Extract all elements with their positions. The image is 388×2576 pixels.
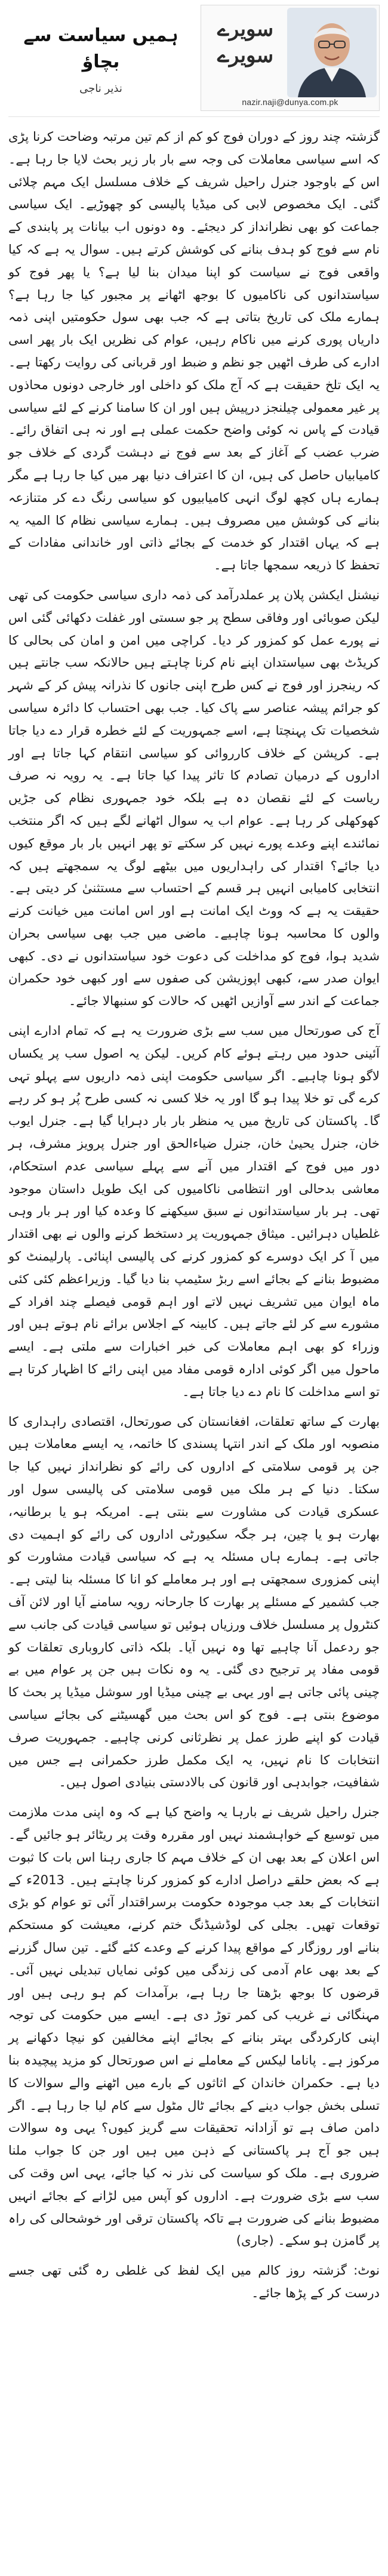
article-footnote: نوٹ: گزشتہ روز کالم میں ایک لفظ کی غلطی رہ گئی تھی جسے درست کر کے پڑھا جائے۔ [8, 2263, 380, 2300]
author-photo-icon [287, 8, 377, 97]
article-paragraph: گزشتہ چند روز کے دوران فوج کو کم از کم تین مرتبہ وضاحت کرنا پڑی کہ اسے سیاسی معاملات کی وجہ سے بار بار زیر بحث لایا جا رہا ہے۔ اس کے باوجود جنرل راحیل شریف کے خلاف مسلسل ایک مہم چلائی گئی۔ ایک مخصوص لابی کی میڈیا پالیسی کو چھوڑیے۔ ایک سیاسی جماعت کو بھی نظرانداز کر دیجئے۔ وہ دونوں اب بیانات پر پابندی کے نام سے فوج کو ہدف بنانے کی کوشش کرتے ہیں۔ سوال یہ ہے کہ کیا واقعی فوج نے سیاست کو اپنا میدان بنا لیا ہے؟ یا پھر فوج کو سیاستدانوں کی ناکامیوں کا بوجھ اٹھانے پر مجبور کیا جا رہا ہے؟ ہمارے ملک کی تاریخ بتاتی ہے کہ جب بھی سول حکومتیں اپنی ذمہ داریاں پوری کرنے میں ناکام رہیں، عوام کی نظریں ایک بار پھر اسی ادارے کی طرف اٹھیں جو نظم و ضبط اور قربانی کی روایت رکھتا ہے۔ یہ ایک تلخ حقیقت ہے کہ آج ملک کو داخلی اور خارجی دونوں محاذوں پر غیر معمولی چیلنجز درپیش ہیں اور ان کا سامنا کرنے کے لئے سیاسی قیادت کے پاس نہ کوئی واضح حکمت عملی ہے اور نہ ہی اتفاق رائے۔ ضرب عضب کے آغاز کے بعد سے فوج نے دہشت گردی کے خلاف جو کامیابیاں حاصل کی ہیں، ان کا اعتراف دنیا بھر میں کیا جا رہا ہے مگر ہمارے ہاں کچھ لوگ انہی کامیابیوں کو سیاسی رنگ دے کر متنازعہ بنانے کی کوشش میں مصروف ہیں۔ ہمارے سیاسی نظام کا المیہ یہ ہے کہ یہاں اقتدار کو خدمت کے بجائے ذاتی اور خاندانی مفادات کے تحفظ کا ذریعہ سمجھا جاتا ہے۔ [8, 129, 380, 573]
article-headline: ہمیں سیاست سے بچاؤ [23, 25, 178, 72]
article-paragraph: نیشنل ایکشن پلان پر عملدرآمد کی ذمہ داری سیاسی حکومت کی تھی لیکن صوبائی اور وفاقی سطح پر جو سستی اور غفلت دکھائی گئی اس نے پورے عمل کو کمزور کر دیا۔ کراچی میں امن و امان کی بحالی کا کریڈٹ بھی سیاستدان اپنے نام کرنا چاہتے ہیں حالانکہ سب جانتے ہیں کہ رینجرز اور فوج نے کس طرح اپنی جانوں کا نذرانہ پیش کر کے شہر کو جرائم پیشہ عناصر سے پاک کیا۔ جب بھی احتساب کا دائرہ سیاسی شخصیات تک پہنچتا ہے، اسے جمہوریت کے لئے خطرہ قرار دے دیا جاتا ہے۔ کرپشن کے خلاف کارروائی کو سیاسی انتقام کہا جاتا ہے اور اداروں کے درمیان تصادم کا تاثر پیدا کیا جاتا ہے۔ یہ رویہ نہ صرف ریاست کے لئے نقصان دہ ہے بلکہ خود جمہوری نظام کی جڑیں کھوکھلی کر رہا ہے۔ عوام اب یہ سوال اٹھانے لگے ہیں کہ اگر منتخب نمائندے اپنے وعدے پورے نہیں کر سکتے تو پھر انہیں بار بار موقع کیوں دیا جائے؟ اقتدار کی راہداریوں میں بیٹھے لوگ یہ سمجھتے ہیں کہ انتخابی کامیابی انہیں ہر قسم کے احتساب سے مستثنیٰ کر دیتی ہے۔ حقیقت یہ ہے کہ ووٹ ایک امانت ہے اور اس امانت میں خیانت کرنے والوں کا محاسبہ ہونا چاہیے۔ ماضی میں جب بھی سیاسی بحران شدید ہوا، فوج کو مداخلت کی دعوت خود سیاستدانوں نے دی۔ کبھی ایوان صدر سے، کبھی اپوزیشن کی صفوں سے اور کبھی خود حکمران جماعت کے اندر سے آوازیں اٹھیں کہ حالات کو سنبھالا جائے۔ [8, 587, 380, 1009]
author-email[interactable]: nazir.naji@dunya.com.pk [242, 97, 338, 107]
author-byline: نذیر ناجی [79, 82, 122, 95]
column-header [8, 5, 380, 117]
article-paragraph: بھارت کے ساتھ تعلقات، افغانستان کی صورتحال، اقتصادی راہداری کا منصوبہ اور ملک کے اندر انتہا پسندی کا خاتمہ، یہ ایسے معاملات ہیں جن پر قومی سلامتی کے اداروں کی رائے کو نظرانداز نہیں کیا جا سکتا۔ دنیا کے ہر ملک میں قومی سلامتی کی پالیسی سول اور عسکری قیادت کی مشاورت سے بنتی ہے۔ امریکہ ہو یا برطانیہ، بھارت ہو یا چین، ہر جگہ سکیورٹی اداروں کی رائے کو اہمیت دی جاتی ہے۔ ہمارے ہاں مسئلہ یہ ہے کہ سیاسی قیادت مشاورت کو اپنی کمزوری سمجھتی ہے اور ہر معاملے کو انا کا مسئلہ بنا لیتی ہے۔ جب کشمیر کے مسئلے پر بھارت کا جارحانہ رویہ سامنے آیا اور لائن آف کنٹرول پر مسلسل خلاف ورزیاں ہوئیں تو سیاسی قیادت کی جانب سے جو ردعمل آنا چاہیے تھا وہ نہیں آیا۔ بلکہ ذاتی کاروباری تعلقات کو قومی مفاد پر ترجیح دی گئی۔ یہ وہ نکات ہیں جن پر عوام میں بے چینی پائی جاتی ہے اور یہی بے چینی میڈیا اور سوشل میڈیا پر بحث کا موضوع بنتی ہے۔ فوج کو اس بحث میں گھسیٹنے کی بجائے سیاسی قیادت کو اپنے طرز عمل پر نظرثانی کرنی چاہیے۔ جمہوریت صرف انتخابات کا نام نہیں، یہ ایک مکمل طرز حکمرانی ہے جس میں شفافیت، جوابدہی اور قانون کی بالادستی بنیادی اصول ہیں۔ [8, 1413, 380, 1790]
author-portrait [287, 8, 377, 97]
article-paragraph: جنرل راحیل شریف نے بارہا یہ واضح کیا ہے کہ وہ اپنی مدت ملازمت میں توسیع کے خواہشمند نہیں اور مقررہ وقت پر ریٹائر ہو جائیں گے۔ اس اعلان کے بعد بھی ان کے خلاف مہم کا جاری رہنا اس بات کا ثبوت ہے کہ بعض حلقے دراصل ادارے کو کمزور کرنا چاہتے ہیں۔ 2013ء کے انتخابات کے بعد جب موجودہ حکومت برسراقتدار آئی تو عوام کو بڑی توقعات تھیں۔ بجلی کی لوڈشیڈنگ ختم کرنے، معیشت کو مستحکم بنانے اور روزگار کے مواقع پیدا کرنے کے وعدے کئے گئے۔ تین سال گزرنے کے بعد بھی عام آدمی کی زندگی میں کوئی نمایاں تبدیلی نہیں آئی۔ قرضوں کا بوجھ بڑھتا جا رہا ہے، برآمدات کم ہو رہی ہیں اور مہنگائی نے غریب کی کمر توڑ دی ہے۔ ایسے میں حکومت کی توجہ اپنی کارکردگی بہتر بنانے کے بجائے اپنے مخالفین کو نیچا دکھانے پر مرکوز ہے۔ پاناما لیکس کے معاملے نے اس صورتحال کو مزید پیچیدہ بنا دیا ہے۔ حکمران خاندان کے اثاثوں کے بارے میں اٹھنے والے سوالات کا تسلی بخش جواب دینے کے بجائے ٹال مٹول سے کام لیا جا رہا ہے۔ اگر دامن صاف ہے تو آزادانہ تحقیقات سے گریز کیوں؟ یہی وہ سوالات ہیں جو آج ہر پاکستانی کے ذہن میں ہیں اور جن کا جواب ملنا ضروری ہے۔ ملک کو سیاست کی نذر نہ کیا جائے، یہی اس وقت کی سب سے بڑی ضرورت ہے۔ اداروں کو آپس میں لڑانے کے بجائے انہیں مضبوط بنانے کی ضرورت ہے تاکہ پاکستان ترقی اور خوشحالی کی راہ پر گامزن ہو سکے۔ (جاری) [8, 1804, 380, 2248]
title-block [8, 23, 193, 95]
header-divider [8, 116, 380, 117]
column-logo-box [201, 5, 380, 111]
column-name: سویرے سویرے [217, 17, 274, 67]
article-paragraph: آج کی صورتحال میں سب سے بڑی ضرورت یہ ہے کہ تمام ادارے اپنی آئینی حدود میں رہتے ہوئے کام کریں۔ لیکن یہ اصول سب پر یکساں لاگو ہونا چاہیے۔ اگر سیاسی حکومت اپنی ذمہ داریوں سے پہلو تہی کرے گی تو خلا پیدا ہو گا اور یہ خلا کسی نہ کسی طرح پُر ہو کر رہے گا۔ پاکستان کی تاریخ میں یہ منظر بار بار دہرایا گیا ہے۔ جنرل ایوب خان، جنرل یحییٰ خان، جنرل ضیاءالحق اور جنرل پرویز مشرف، ہر دور میں فوج کے اقتدار میں آنے سے پہلے سیاسی عدم استحکام، معاشی بدحالی اور انتظامی ناکامیوں کی ایک طویل داستان موجود تھی۔ ہر بار سیاستدانوں نے سبق سیکھنے کا وعدہ کیا اور ہر بار وہی غلطیاں دہرائیں۔ میثاق جمہوریت پر دستخط کرنے والوں نے بھی اقتدار میں آ کر ایک دوسرے کو کمزور کرنے کی پالیسی اپنائی۔ پارلیمنٹ کو مضبوط بنانے کے بجائے اسے ربڑ سٹیمپ بنا دیا گیا۔ وزیراعظم کئی کئی ماہ ایوان میں تشریف نہیں لاتے اور اہم قومی فیصلے چند افراد کے مشورے سے کر لئے جاتے ہیں۔ کابینہ کے اجلاس برائے نام ہوتے ہیں اور وزراء کو بھی اہم معاملات کی خبر اخبارات سے ملتی ہے۔ ایسے ماحول میں اگر کوئی ادارہ قومی مفاد میں اپنی رائے کا اظہار کرتا ہے تو اسے مداخلت کا نام دے دیا جاتا ہے۔ [8, 1023, 380, 1399]
article-body [8, 125, 380, 2304]
